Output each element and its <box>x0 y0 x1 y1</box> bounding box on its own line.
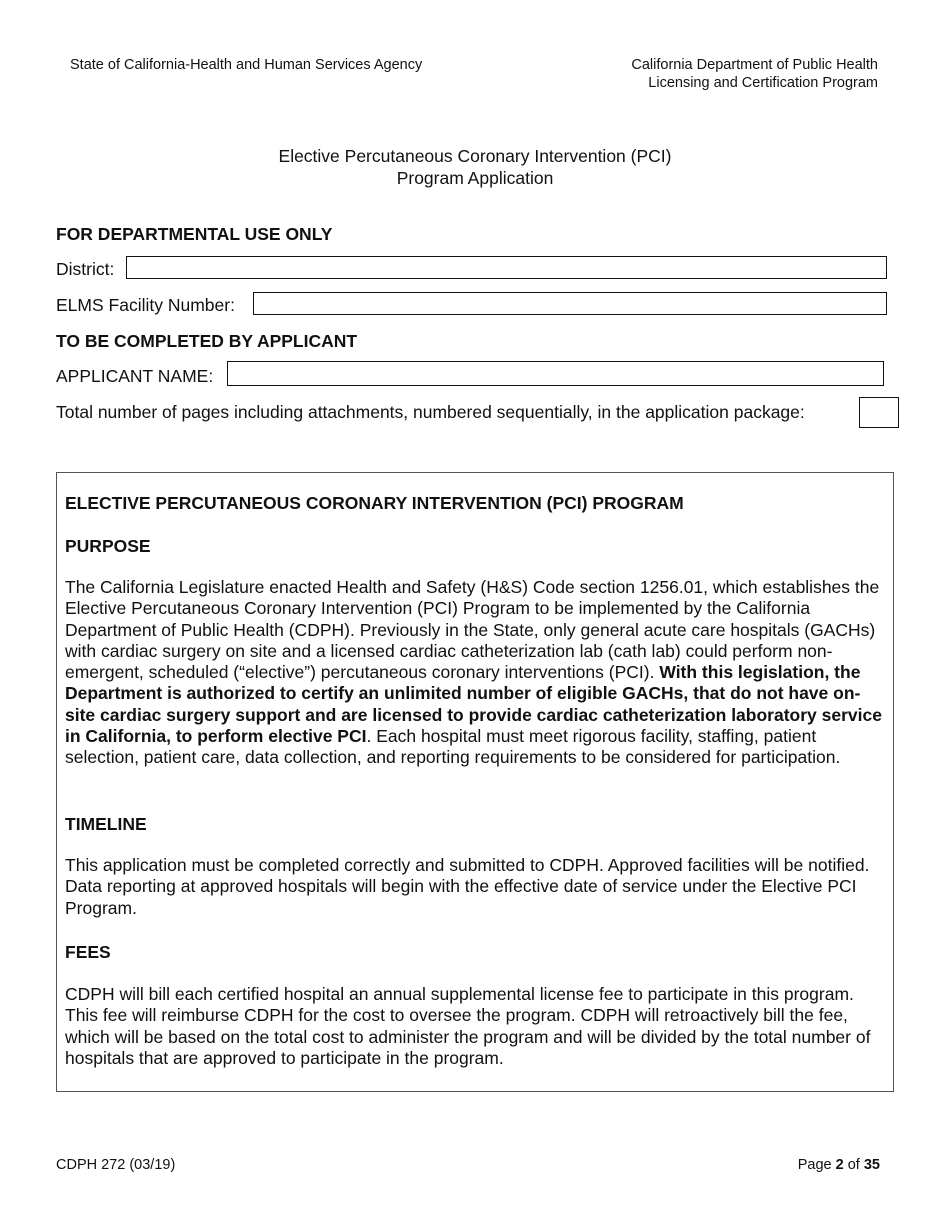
total-pages-label: Total number of pages including attachments, numbered sequentially, in the application package: <box>56 402 805 422</box>
program-name: Licensing and Certification Program <box>648 75 878 91</box>
elms-label: ELMS Facility Number: <box>56 295 235 315</box>
document-title <box>0 145 950 189</box>
district-label: District: <box>56 259 115 279</box>
applicant-name-label: APPLICANT NAME: <box>56 366 214 386</box>
page-prefix: Page <box>797 1157 836 1173</box>
purpose-text-bold: With this legislation, the Department is authorized to certify an unlimited number of eligible GACHs, that do not have on-site cardiac surgery support and are licensed to provide cardiac catheterization laboratory service in California, to perform elective PCI <box>65 662 882 747</box>
agency-name: State of California-Health and Human Services Agency <box>70 57 423 73</box>
page-total: 35 <box>863 1157 880 1173</box>
page-number <box>798 1157 880 1173</box>
program-heading: ELECTIVE PERCUTANEOUS CORONARY INTERVENTION (PCI) PROGRAM <box>65 493 684 513</box>
fees-heading: FEES <box>65 942 111 962</box>
timeline-heading: TIMELINE <box>65 814 147 834</box>
total-pages-input[interactable] <box>859 397 899 428</box>
page-middle: of <box>843 1157 864 1173</box>
purpose-paragraph <box>65 577 887 769</box>
title-line-2: Program Application <box>396 168 554 188</box>
timeline-paragraph: This application must be completed correctly and submitted to CDPH. Approved facilities will be notified. Data reporting at approved hospitals will begin with the effective date of service under the Elective PCI Program. <box>65 855 870 918</box>
page-current: 2 <box>835 1157 844 1173</box>
departmental-heading: FOR DEPARTMENTAL USE ONLY <box>56 224 333 244</box>
form-id: CDPH 272 (03/19) <box>56 1157 176 1173</box>
purpose-text-2: . Each hospital must meet rigorous facility, staffing, patient selection, patient care, data collection, and reporting requirements to be considered for participation. <box>65 726 841 768</box>
purpose-text-1: The California Legislature enacted Health and Safety (H&S) Code section 1256.01, which establishes the Elective Percutaneous Coronary Intervention (PCI) Program to be implemented by the California Department of Public Health (CDPH). Previously in the State, only general acute care hospitals (GACHs) with cardiac surgery on site and a licensed cardiac catheterization lab (cath lab) could perform non-emergent, scheduled (“elective”) percutaneous coronary interventions (PCI). <box>65 577 880 683</box>
fees-paragraph: CDPH will bill each certified hospital an annual supplemental license fee to participate in this program. This fee will reimburse CDPH for the cost to oversee the program. CDPH will retroactively bill the fee, which will be based on the total cost to administer the program and will be divided by the total number of hospitals that are approved to participate in the program. <box>65 984 871 1068</box>
department-name: California Department of Public Health <box>631 57 878 73</box>
applicant-name-input[interactable] <box>227 361 884 386</box>
purpose-heading: PURPOSE <box>65 536 151 556</box>
applicant-heading: TO BE COMPLETED BY APPLICANT <box>56 331 358 351</box>
district-input[interactable] <box>126 256 887 279</box>
department-header <box>631 56 878 92</box>
elms-facility-number-input[interactable] <box>253 292 887 315</box>
title-line-1: Elective Percutaneous Coronary Intervention (PCI) <box>278 146 672 166</box>
program-info-box <box>56 472 894 1092</box>
